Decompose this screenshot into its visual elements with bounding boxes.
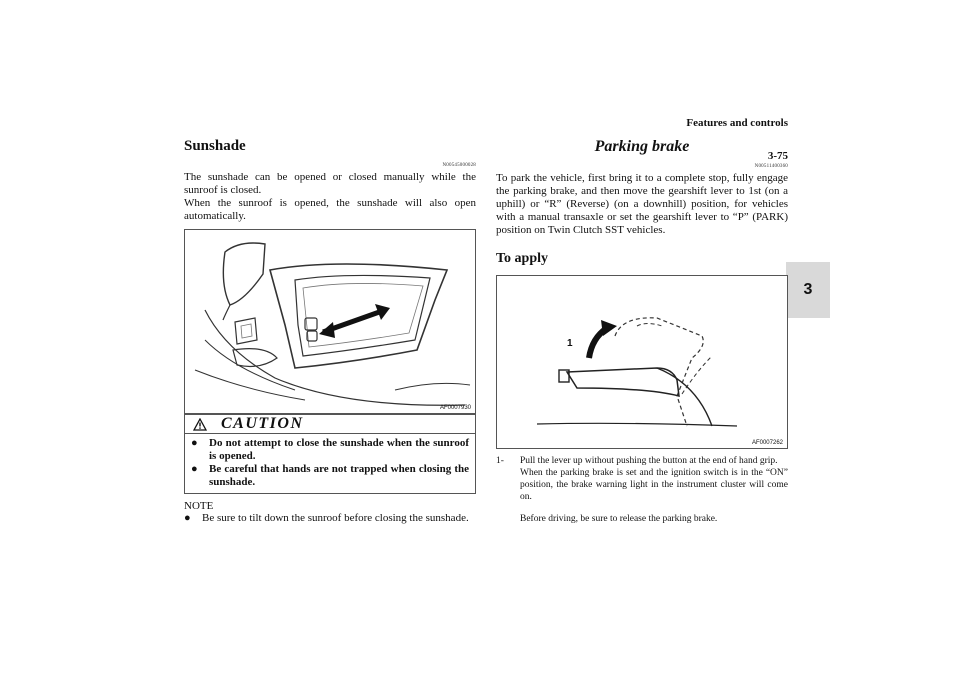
figure-code: AF0007262 (751, 440, 783, 446)
parking-brake-illustration (497, 276, 787, 448)
caution-box (184, 414, 476, 494)
sunshade-figure (184, 229, 476, 414)
sunshade-paragraph-2: When the sunroof is opened, the sunshade will also open automatically. (184, 197, 476, 222)
to-apply-heading: To apply (496, 251, 549, 266)
parking-brake-title: Parking brake (594, 138, 690, 155)
sunshade-title: Sunshade (184, 138, 246, 154)
caution-item-text: Do not attempt to close the sunshade when the sunroof is opened. (209, 437, 469, 462)
bullet-icon: ● (184, 512, 191, 524)
parking-brake-section (496, 138, 788, 525)
caution-item (191, 437, 469, 463)
step-text: When the parking brake is set and the ignition switch is in the “ON” position, the brake warning light in the instrument cluster will come on. (520, 468, 788, 502)
step-text: Pull the lever up without pushing the button at the end of hand grip. (520, 456, 778, 466)
step-body (520, 455, 788, 525)
step-number: 1- (496, 456, 504, 466)
figure-callout: 1 (567, 338, 573, 349)
caution-item-text: Be careful that hands are not trapped when closing the sunshade. (209, 463, 469, 488)
caution-title: CAUTION (221, 415, 304, 432)
parking-brake-paragraph: To park the vehicle, first bring it to a complete stop, fully engage the parking brake, and then move the gearshift lever to 1st (on a uphill) or “R” (Reverse) (on a downhill) position, for vehicles with a manual transaxle or set the gearshift lever to “P” (PARK) position on Twin Clutch SST vehicles. (496, 172, 788, 236)
running-header: Features and controls (686, 117, 788, 129)
chapter-tab: 3 (786, 262, 830, 318)
sunshade-paragraph-1: The sunshade can be opened or closed manually while the sunroof is closed. (184, 171, 476, 196)
sunroof-illustration (185, 230, 475, 413)
page-number: 3-75 (767, 150, 788, 162)
note-item-text: Be sure to tilt down the sunroof before closing the sunshade. (202, 512, 469, 524)
sunshade-code-row (184, 153, 476, 171)
warning-triangle-icon (193, 418, 207, 431)
parking-brake-figure (496, 275, 788, 449)
note-item (184, 512, 476, 525)
caution-header (185, 415, 475, 434)
step-text: Before driving, be sure to release the parking brake. (520, 514, 718, 524)
bullet-icon: ● (191, 463, 198, 475)
figure-code: AF0007930 (439, 405, 471, 411)
note-label: NOTE (184, 500, 214, 512)
sunshade-section (184, 138, 476, 525)
step-item (496, 455, 788, 525)
bullet-icon: ● (191, 437, 198, 449)
caution-body (185, 434, 475, 493)
section-code: N00511400360 (754, 164, 788, 169)
parking-brake-code-row (496, 154, 788, 172)
section-code: N00545000028 (442, 163, 476, 168)
caution-item (191, 463, 469, 489)
